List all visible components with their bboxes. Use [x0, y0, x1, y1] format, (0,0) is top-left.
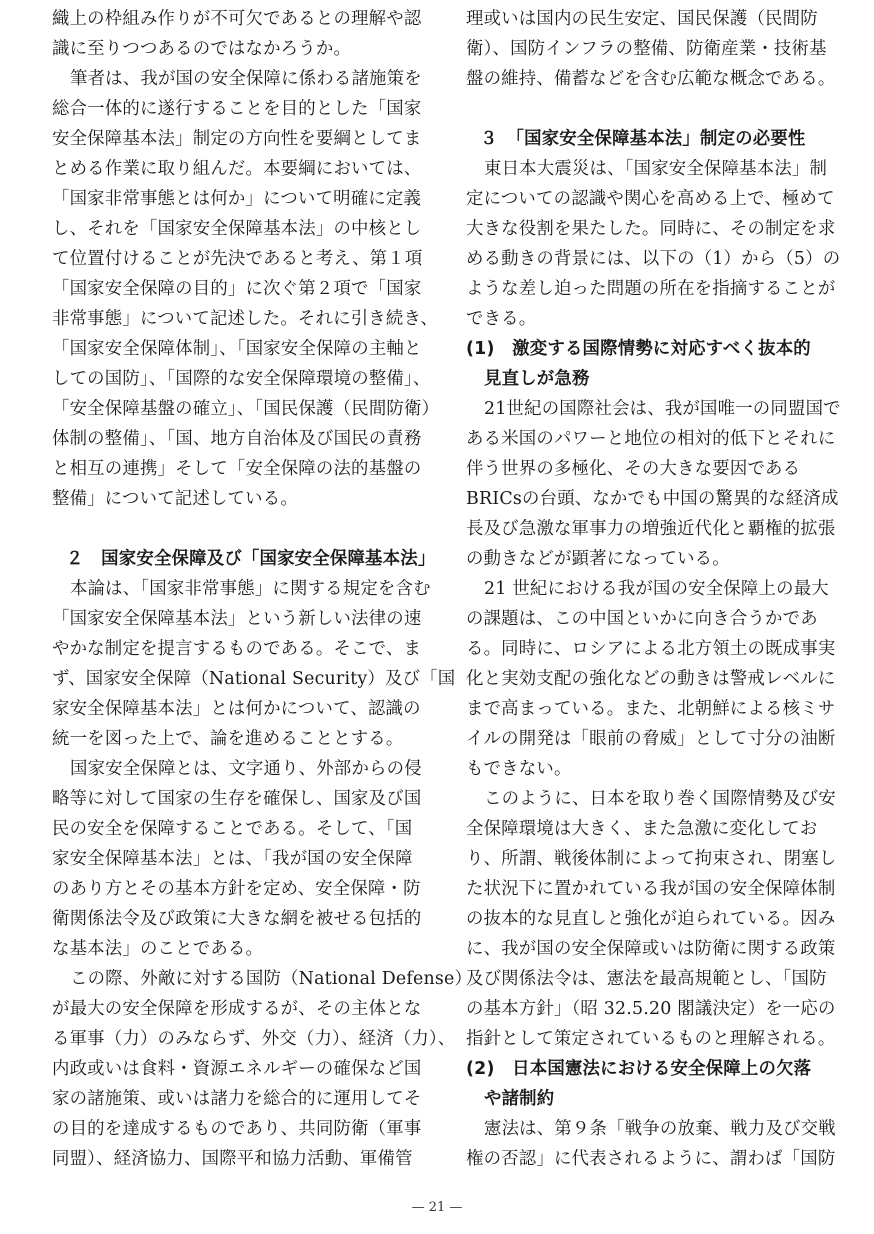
page-number: — 21 —	[411, 1200, 463, 1215]
text-line: に、我が国の安全保障或いは防衛に関する政策	[466, 939, 836, 959]
section-heading: や諸制約	[484, 1089, 555, 1109]
text-line: 同盟）、経済協力、国際平和協力活動、軍備管	[52, 1149, 413, 1169]
text-line: 21 世紀における我が国の安全保障上の最大	[484, 579, 829, 599]
text-line: 理或いは国内の民生安定、国民保護（民間防	[466, 9, 818, 29]
text-line: 衛）、国防インフラの整備、防衛産業・技術基	[466, 39, 827, 59]
text-line: の動きなどが顕著になっている。	[466, 549, 730, 569]
text-line: やかな制定を提言するものである。そこで、ま	[52, 639, 422, 659]
text-line: 識に至りつつあるのではなかろうか。	[52, 39, 352, 59]
text-line: ある米国のパワーと地位の相対的低下とそれに	[466, 429, 836, 449]
text-line: 筆者は、我が国の安全保障に係わる諸施策を	[70, 69, 422, 89]
text-line: 織上の枠組み作りが不可欠であるとの理解や認	[52, 9, 422, 29]
text-line: の基本方針」（昭 32.5.20 閣議決定）を一応の	[466, 999, 836, 1019]
text-line: 国家安全保障とは、文字通り、外部からの侵	[70, 759, 422, 779]
text-line: 本論は、「国家非常事態」に関する規定を含む	[70, 579, 431, 599]
text-line: しての国防」、「国際的な安全保障環境の整備」、	[52, 369, 431, 389]
section-heading: ３ 「国家安全保障基本法」制定の必要性	[480, 129, 806, 149]
text-line: 及び関係法令は、憲法を最高規範とし、「国防	[466, 969, 827, 989]
text-line: 非常事態」について記述した。それに引き続き、	[52, 309, 438, 329]
text-line: もできない。	[466, 759, 572, 779]
text-line: 権の否認」に代表されるように、謂わば「国防	[466, 1149, 836, 1169]
text-line: し、それを「国家安全保障基本法」の中核とし	[52, 219, 422, 239]
text-line: る。同時に、ロシアによる北方領土の既成事実	[466, 639, 836, 659]
text-line: 大きな役割を果たした。同時に、その制定を求	[466, 219, 836, 239]
text-line: 化と実効支配の強化などの動きは警戒レベルに	[466, 669, 836, 689]
text-line: 全保障環境は大きく、また急激に変化してお	[466, 819, 818, 839]
text-line: 安全保障基本法」制定の方向性を要綱としてま	[52, 129, 422, 149]
text-line: 体制の整備」、「国、地方自治体及び国民の責務	[52, 429, 422, 449]
text-line: 整備」について記述している。	[52, 489, 298, 509]
text-line: り、所謂、戦後体制によって拘束され、閉塞し	[466, 849, 837, 869]
text-line: 21世紀の国際社会は、我が国唯一の同盟国で	[484, 399, 841, 419]
text-line: が最大の安全保障を形成するが、その主体とな	[52, 999, 422, 1019]
text-line: 「国家非常事態とは何か」について明確に定義	[52, 189, 422, 209]
text-line: 家安全保障基本法」とは何かについて、認識の	[52, 699, 421, 719]
text-line: 「国家安全保障基本法」という新しい法律の速	[52, 609, 422, 629]
text-line: のあり方とその基本方針を定め、安全保障・防	[52, 879, 421, 899]
section-heading: ２ 国家安全保障及び「国家安全保障基本法」	[66, 549, 436, 569]
section-heading: 見直しが急務	[484, 369, 590, 389]
text-line: の課題は、この中国といかに向き合うかであ	[466, 609, 818, 629]
text-line: ず、国家安全保障（National Security）及び「国	[52, 669, 456, 689]
text-line: 総合一体的に遂行することを目的とした「国家	[52, 99, 422, 119]
text-line: て位置付けることが先決であると考え、第１項	[52, 249, 423, 269]
right-column	[466, 4, 841, 1174]
text-line: な基本法」のことである。	[52, 939, 264, 959]
text-line: 盤の維持、備蓄などを含む広範な概念である。	[466, 69, 836, 89]
text-line: イルの開発は「眼前の脅威」として寸分の油断	[466, 729, 836, 749]
text-line: 内政或いは食料・資源エネルギーの確保など国	[52, 1059, 422, 1079]
text-line: の目的を達成するものであり、共同防衛（軍事	[52, 1119, 422, 1139]
text-line: める動きの背景には、以下の（1）から（5）の	[466, 249, 841, 269]
text-line: この際、外敵に対する国防（National Defense）	[70, 969, 473, 989]
text-line: 衛関係法令及び政策に大きな網を被せる包括的	[52, 909, 422, 929]
spacer	[52, 514, 414, 544]
spacer	[466, 94, 828, 124]
text-line: 長及び急激な軍事力の増強近代化と覇権的拡張	[466, 519, 836, 539]
text-line: ような差し迫った問題の所在を指摘することが	[466, 279, 836, 299]
text-line: このように、日本を取り巻く国際情勢及び安	[484, 789, 836, 809]
text-line: 「国家安全保障体制」、「国家安全保障の主軸と	[52, 339, 422, 359]
text-line: 定についての認識や関心を高める上で、極めて	[466, 189, 835, 209]
section-heading: (2) 日本国憲法における安全保障上の欠落	[466, 1059, 812, 1079]
text-line: BRICsの台頭、なかでも中国の驚異的な経済成	[466, 489, 839, 509]
text-line: る軍事（力）のみならず、外交（力）、経済（力）、	[52, 1029, 456, 1049]
text-line: 略等に対して国家の生存を確保し、国家及び国	[52, 789, 422, 809]
text-line: まで高まっている。また、北朝鮮による核ミサ	[466, 699, 836, 719]
section-heading: (1) 激変する国際情勢に対応すべく抜本的	[466, 339, 811, 359]
text-line: 家の諸施策、或いは諸力を総合的に運用してそ	[52, 1089, 422, 1109]
text-line: 東日本大震災は、「国家安全保障基本法」制	[484, 159, 828, 179]
text-line: 「国家安全保障の目的」に次ぐ第２項で「国家	[52, 279, 422, 299]
text-line: 民の安全を保障することである。そして、「国	[52, 819, 413, 839]
text-line: た状況下に置かれている我が国の安全保障体制	[466, 879, 836, 899]
text-line: と相互の連携」そして「安全保障の法的基盤の	[52, 459, 422, 479]
left-column	[52, 4, 473, 1174]
text-line: 伴う世界の多極化、その大きな要因である	[466, 459, 801, 479]
text-line: 統一を図った上で、論を進めることとする。	[52, 729, 404, 749]
text-line: 憲法は、第９条「戦争の放棄、戦力及び交戦	[484, 1119, 836, 1139]
text-line: 指針として策定されているものと理解される。	[466, 1029, 836, 1049]
text-line: とめる作業に取り組んだ。本要綱においては、	[52, 159, 422, 179]
text-line: の抜本的な見直しと強化が迫られている。因み	[466, 909, 836, 929]
text-line: できる。	[466, 309, 537, 329]
text-line: 家安全保障基本法」とは、「我が国の安全保障	[52, 849, 413, 869]
text-line: 「安全保障基盤の確立」、「国民保護（民間防衛）	[52, 399, 440, 419]
